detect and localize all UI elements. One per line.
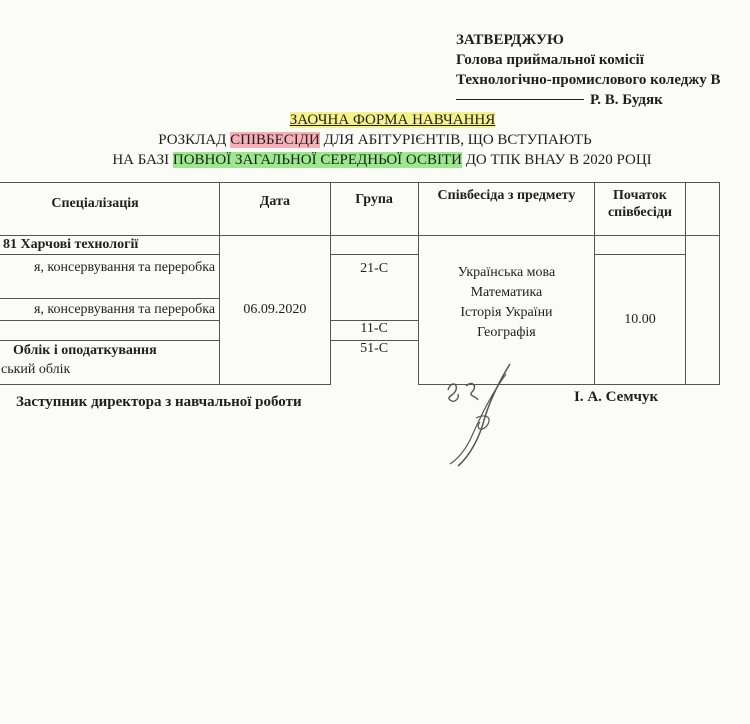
schedule-title-part: ДЛЯ АБІТУРІЄНТІВ, ЩО ВСТУПАЮТЬ: [319, 132, 592, 148]
deputy-title: Заступник директора з навчальної роботи: [16, 394, 302, 410]
subject-item: Географія: [477, 325, 536, 340]
extra-cell: [685, 236, 719, 385]
group-cell-1: 21-С: [330, 255, 418, 321]
signature-underline: [456, 99, 584, 100]
group-cell-3: 51-С: [330, 341, 418, 385]
spec-cell-1: 81 Харчові технології: [0, 236, 220, 255]
spec-cell-4-title: Облік і оподаткування: [13, 343, 157, 358]
handwritten-signature: [440, 360, 520, 470]
approval-position: Голова приймальної комісії: [456, 52, 644, 68]
table-row: [0, 236, 720, 255]
header-subject: Співбесіда з предмету: [418, 183, 595, 236]
education-base-highlight: ПОВНОЇ ЗАГАЛЬНОЇ СЕРЕДНЬОЇ ОСВІТИ: [172, 152, 462, 168]
deputy-name: І. А. Семчук: [574, 389, 659, 405]
start-cell: 10.00: [595, 255, 685, 385]
spec-cell-4: [0, 341, 220, 385]
group-cell-2: 11-С: [330, 321, 418, 341]
header-date: Дата: [220, 183, 331, 236]
form-title-text: ЗАОЧНА ФОРМА НАВЧАННЯ: [289, 112, 496, 128]
education-base-part: ДО ТПК ВНАУ В 2020 РОЦІ: [461, 152, 652, 168]
subject-item: Математика: [470, 285, 543, 300]
schedule-title-part: РОЗКЛАД: [158, 132, 231, 148]
document-titles: [0, 110, 750, 170]
approval-signer: Р. В. Будяк: [590, 92, 663, 108]
date-cell: 06.09.2020: [220, 236, 331, 385]
approval-title: ЗАТВЕРДЖУЮ: [456, 32, 564, 48]
table-row: [0, 255, 720, 299]
education-base-part: НА БАЗІ: [112, 152, 173, 168]
header-specialization: Спеціалізація: [0, 183, 220, 236]
spec-cell-2: я, консервування та переробка: [0, 255, 220, 299]
header-group: Група: [330, 183, 418, 236]
form-title: [0, 110, 750, 130]
schedule-table: [0, 182, 720, 385]
education-base-title: [0, 150, 750, 170]
spec-empty-cell: [0, 321, 220, 341]
header-extra: [685, 183, 719, 236]
group-empty-cell: [330, 236, 418, 255]
schedule-title: [0, 130, 750, 150]
approval-block: [456, 30, 750, 110]
schedule-title-highlight: СПІВБЕСІДИ: [230, 132, 320, 148]
spec-cell-4-sub: ський облік: [1, 362, 71, 377]
approval-signer-line: [456, 90, 750, 110]
spec-cell-3: я, консервування та переробка: [0, 299, 220, 321]
subject-item: Історія України: [460, 305, 553, 320]
subject-item: Українська мова: [457, 265, 556, 280]
header-start: Початок співбесіди: [595, 183, 685, 236]
approval-institution: Технологічно-промислового коледжу В: [456, 72, 721, 88]
table-header-row: [0, 183, 720, 236]
start-empty-cell: [595, 236, 685, 255]
